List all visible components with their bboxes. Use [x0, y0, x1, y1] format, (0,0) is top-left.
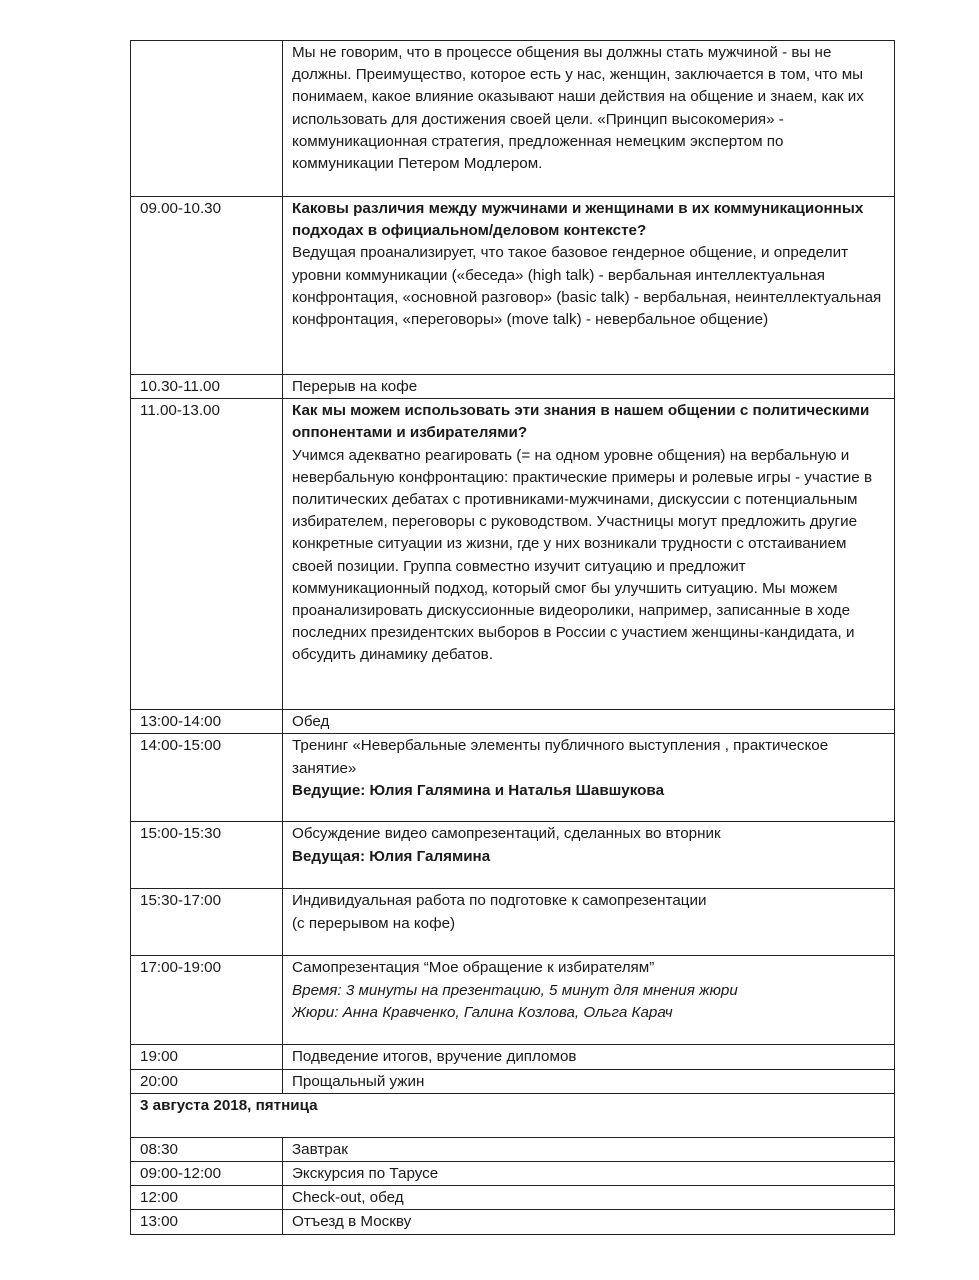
time-cell: 13:00-14:00 — [131, 710, 283, 734]
time-cell: 09:00-12:00 — [131, 1162, 283, 1186]
time-cell: 15:00-15:30 — [131, 822, 283, 889]
day-header: 3 августа 2018, пятница — [131, 1093, 895, 1137]
time-cell: 15:30-17:00 — [131, 889, 283, 956]
description-cell — [283, 197, 895, 375]
table-row — [131, 1186, 895, 1210]
table-row — [131, 1162, 895, 1186]
session-title: Самопрезентация “Мое обращение к избирателям” — [292, 959, 655, 977]
table-row — [131, 41, 895, 197]
time-cell: 12:00 — [131, 1186, 283, 1210]
description-cell: Отъезд в Москву — [283, 1210, 895, 1234]
time-cell: 08:30 — [131, 1137, 283, 1161]
description-cell — [283, 399, 895, 710]
time-cell: 11.00-13.00 — [131, 399, 283, 710]
description-cell: Подведение итогов, вручение дипломов — [283, 1045, 895, 1069]
time-cell: 19:00 — [131, 1045, 283, 1069]
session-body: Ведущая проанализирует, что такое базовое гендерное общение, и определит уровни коммуникации («беседа» (high talk) - вербальная интеллектуальная конфронтация, «основной разговор» (basic talk) - вербальная, неинтеллектуальная конфронтация, «переговоры» (move talk) - невербальное общение) — [292, 244, 882, 329]
schedule-table — [130, 40, 895, 1235]
table-row — [131, 197, 895, 375]
description-cell — [283, 734, 895, 822]
session-body: Учимся адекватно реагировать (= на одном уровне общения) на вербальную и невербальную конфронтацию: практические примеры и ролевые игры - участие в политических дебатах с противниками-мужчинами, дискуссии с потенциальным избирателем, переговоры с руководством. Участницы могут предложить другие конкретные ситуации из жизни, где у них возникали трудности с отстаиванием своей позиции. Группа совместно изучит ситуацию и предложит коммуникационный подход, который смог бы улучшить ситуацию. Мы можем проанализировать дискуссионные видеоролики, например, записанные в ходе последних президентских выборов в России с участием женщины-кандидата, и обсудить динамику дебатов. — [292, 446, 873, 664]
time-cell: 09.00-10.30 — [131, 197, 283, 375]
time-cell: 14:00-15:00 — [131, 734, 283, 822]
description-cell: Прощальный ужин — [283, 1069, 895, 1093]
session-note: (с перерывом на кофе) — [292, 914, 456, 932]
description-cell — [283, 822, 895, 889]
paragraph: Мы не говорим, что в процессе общения вы должны стать мужчиной - вы не должны. Преимущество, которое есть у нас, женщин, заключается в том, что мы понимаем, какое влияние оказывают наши действия на общение и знаем, как их использовать для достижения своей цели. «Принцип высокомерия» - коммуникационная стратегия, предложенная немецким экспертом по коммуникации Петером Модлером. — [292, 44, 864, 173]
session-heading: Каковы различия между мужчинами и женщинами в их коммуникационных подходах в официальном/деловом контексте? — [292, 200, 864, 240]
table-row — [131, 1069, 895, 1093]
table-row — [131, 1137, 895, 1161]
table-row — [131, 889, 895, 956]
table-row — [131, 734, 895, 822]
table-row — [131, 375, 895, 399]
table-row — [131, 710, 895, 734]
time-cell: 17:00-19:00 — [131, 956, 283, 1045]
description-cell: Перерыв на кофе — [283, 375, 895, 399]
session-timing: Время: 3 минуты на презентацию, 5 минут для мнения жюри — [292, 981, 738, 999]
session-title: Индивидуальная работа по подготовке к самопрезентации — [292, 892, 707, 910]
description-cell: Экскурсия по Тарусе — [283, 1162, 895, 1186]
table-row — [131, 1210, 895, 1234]
session-leaders: Ведущая: Юлия Галямина — [292, 847, 491, 865]
time-cell: 20:00 — [131, 1069, 283, 1093]
session-heading: Как мы можем использовать эти знания в нашем общении с политическими оппонентами и избирателями? — [292, 402, 870, 442]
description-cell: Check-out, обед — [283, 1186, 895, 1210]
description-cell — [283, 889, 895, 956]
day-header-row — [131, 1093, 895, 1137]
session-title: Обсуждение видео самопрезентаций, сделанных во вторник — [292, 825, 721, 843]
time-cell: 10.30-11.00 — [131, 375, 283, 399]
session-leaders: Ведущие: Юлия Галямина и Наталья Шавшукова — [292, 781, 665, 799]
session-jury: Жюри: Анна Кравченко, Галина Козлова, Ольга Карач — [292, 1003, 673, 1021]
table-row — [131, 822, 895, 889]
time-cell: 13:00 — [131, 1210, 283, 1234]
table-row — [131, 399, 895, 710]
time-cell — [131, 41, 283, 197]
table-row — [131, 1045, 895, 1069]
session-title: Тренинг «Невербальные элементы публичного выступления , практическое занятие» — [292, 737, 829, 777]
description-cell: Завтрак — [283, 1137, 895, 1161]
description-cell: Обед — [283, 710, 895, 734]
table-row — [131, 956, 895, 1045]
description-cell — [283, 956, 895, 1045]
description-cell — [283, 41, 895, 197]
